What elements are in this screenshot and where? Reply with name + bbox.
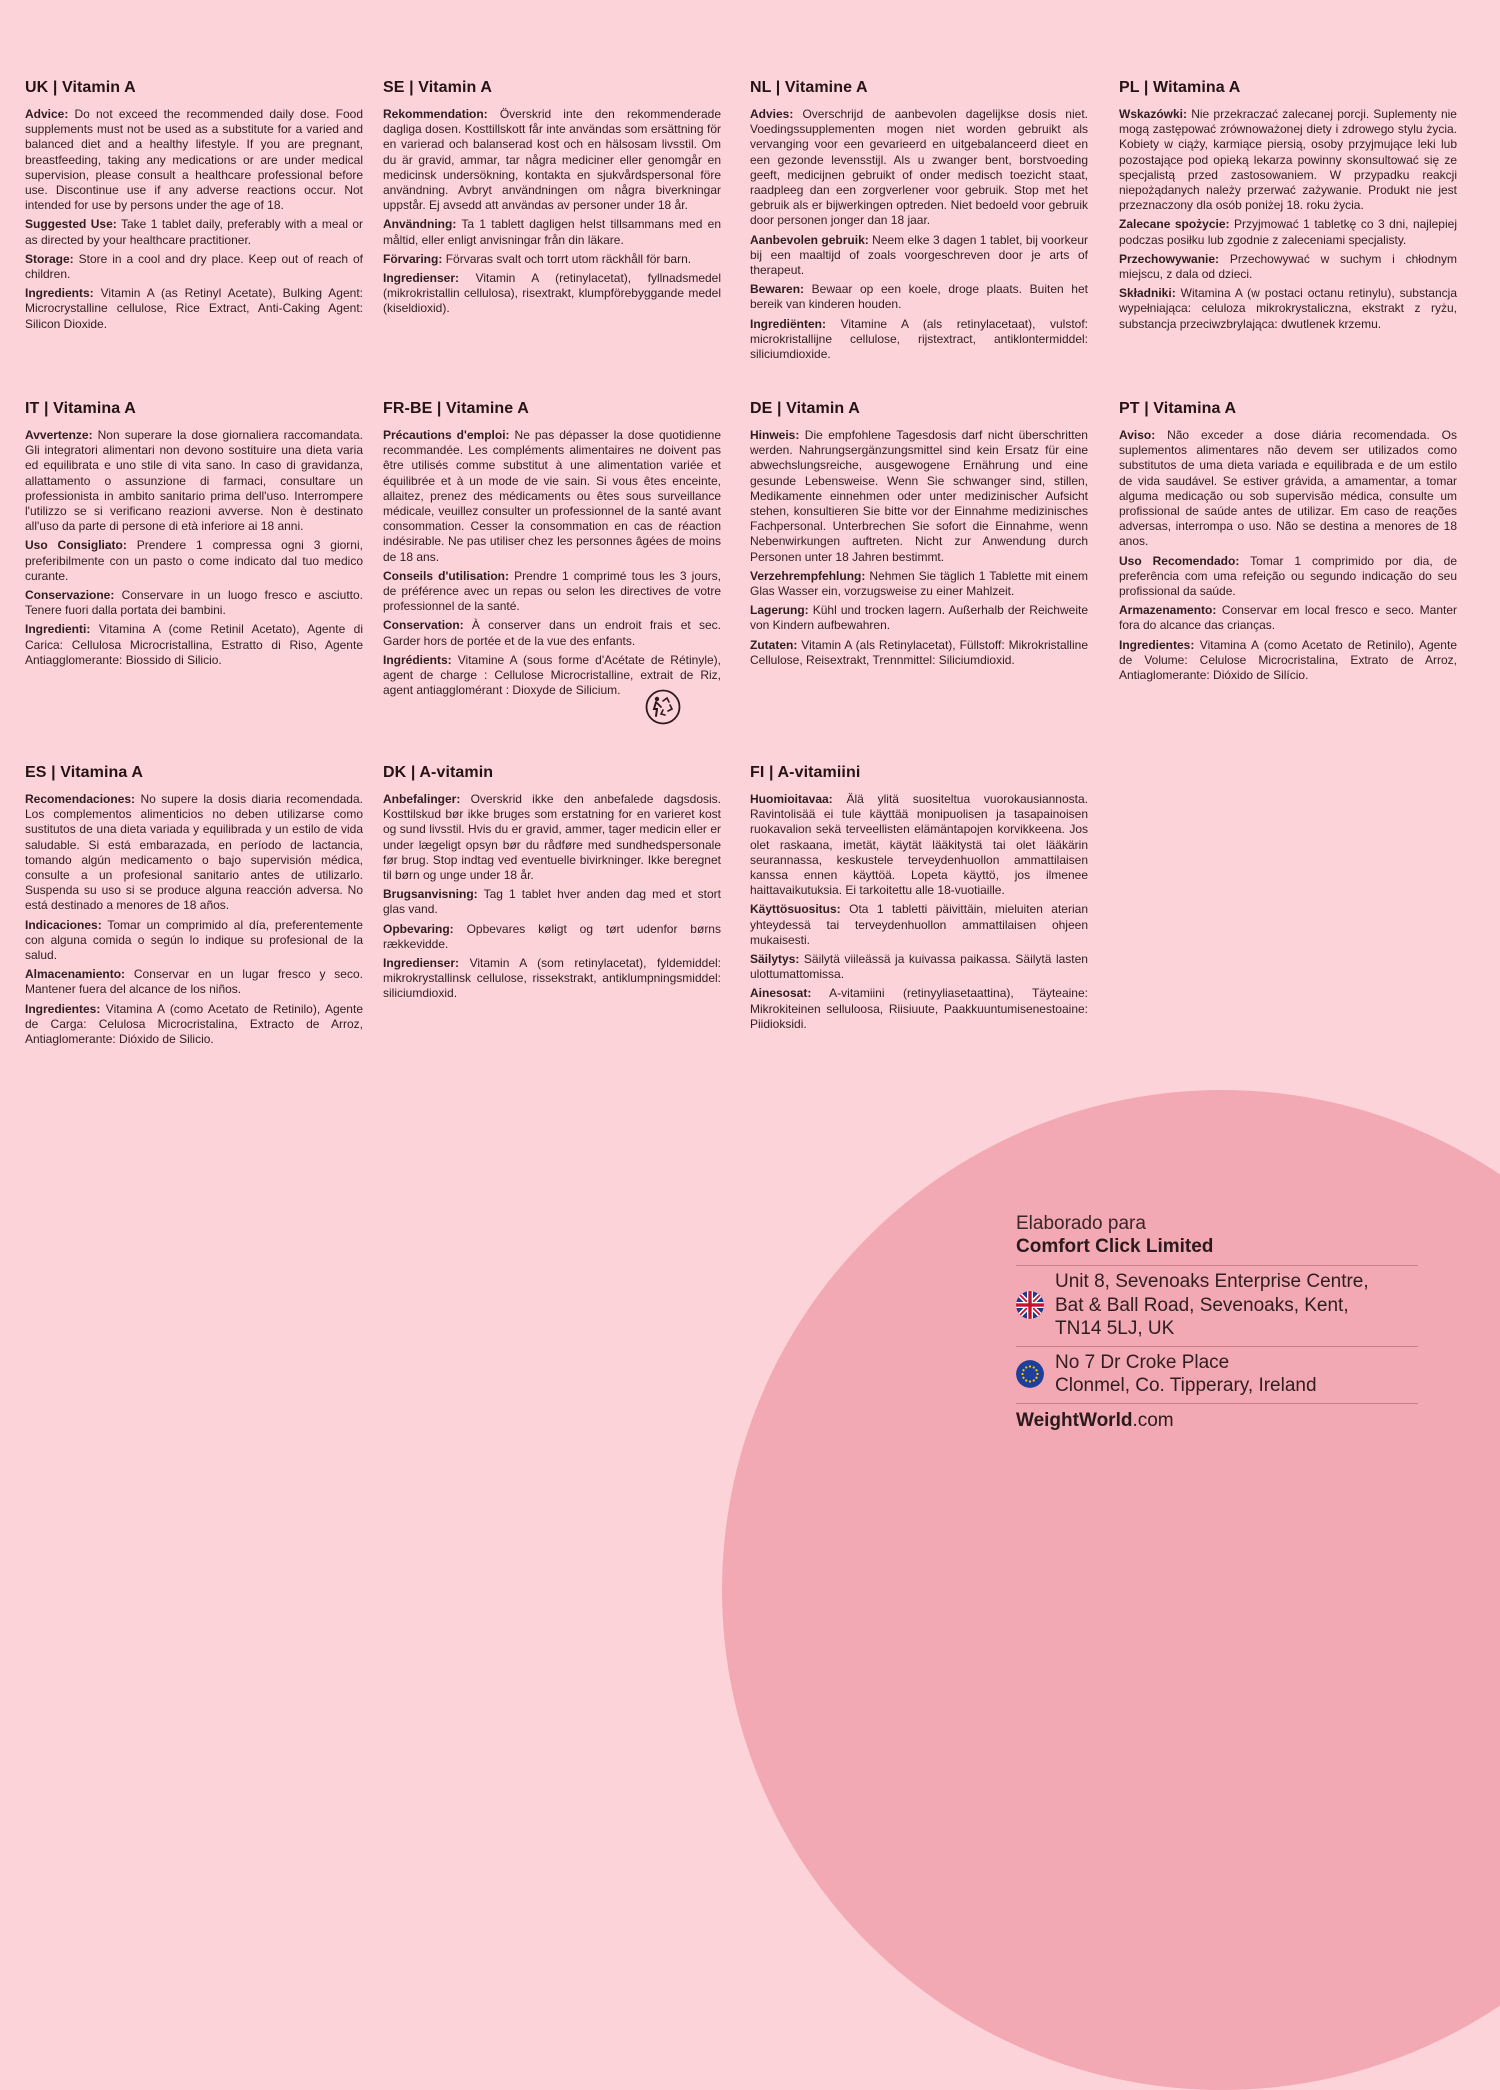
storage-paragraph: Förvaring: Förvaras svalt och torrt utom räckhåll för barn.	[383, 251, 692, 266]
section-nl	[750, 79, 1088, 366]
usage-paragraph: Conseils d'utilisation: Prendre 1 comprimé tous les 3 jours, de préférence avec un repas ou selon les directives de votre professionnel de la santé.	[383, 568, 721, 614]
storage-paragraph: Lagerung: Kühl und trocken lagern. Außerhalb der Reichweite von Kindern aufbewahren.	[750, 603, 1088, 633]
storage-paragraph: Storage: Store in a cool and dry place. Keep out of reach of children.	[25, 251, 363, 282]
storage-paragraph: Almacenamiento: Conservar en un lugar fresco y seco. Mantener fuera del alcance de los niños.	[25, 967, 363, 997]
eu-address-row	[1016, 1346, 1418, 1403]
advice-paragraph: Anbefalinger: Overskrid ikke den anbefalede dagsdosis. Kosttilskud bør ikke bruges som erstatning for en varieret kost og sund livsstil. Hvis du er gravid, ammer, tager medicin eller er under lægeligt opsyn bør du rådføre med sundhedspersonale før brug. Stop indtag ved eventuelle bivirkninger. Ikke beregnet til børn og unge under 18 år.	[383, 792, 722, 883]
section-pt	[1119, 400, 1457, 687]
uk-address: Unit 8, Sevenoaks Enterprise Centre, Bat & Ball Road, Sevenoaks, Kent, TN14 5LJ, UK	[1055, 1271, 1369, 1339]
section-uk	[25, 79, 363, 336]
section-title: NL | Vitamine A	[750, 79, 868, 96]
section-fr-be	[383, 400, 721, 702]
storage-paragraph: Säilytys: Säilytä viileässä ja kuivassa paikassa. Säilytä lasten ulottumattomissa.	[750, 952, 1088, 982]
usage-paragraph: Zalecane spożycie: Przyjmować 1 tabletkę co 3 dni, najlepiej podczas posiłku lub zgodnie z zaleceniami specjalisty.	[1119, 217, 1457, 247]
storage-paragraph: Przechowywanie: Przechowywać w suchym i chłodnym miejscu, z dala od dzieci.	[1119, 251, 1457, 282]
storage-paragraph: Bewaren: Bewaar op een koele, droge plaats. Buiten het bereik van kinderen houden.	[750, 282, 1088, 312]
advice-paragraph: Aviso: Não exceder a dose diária recomendada. Os suplementos alimentares não devem ser utilizados como substitutos de uma dieta variada e equilibrada e de um estilo de vida saudável. Se estiver grávida, a amamentar, a tomar alguma medicação ou sob supervisão médica, consulte um profissional de saúde antes de utilizar. Em caso de reações adversas, interrompa o uso. Não se destina a menores de 18 anos.	[1119, 428, 1457, 549]
section-fi	[750, 764, 1088, 1036]
eu-address: No 7 Dr Croke Place Clonmel, Co. Tipperary, Ireland	[1055, 1351, 1317, 1396]
usage-paragraph: Aanbevolen gebruik: Neem elke 3 dagen 1 tablet, bij voorkeur bij een maaltijd of zoals voorgeschreven door je arts of therapeut.	[750, 232, 1088, 278]
ingredients-paragraph: Ingredienser: Vitamin A (retinylacetat), fyllnadsmedel (mikrokristallin cellulosa), risextrakt, klumpförebyggande medel (kiseldioxid).	[383, 271, 721, 316]
section-title: PT | Vitamina A	[1119, 400, 1237, 417]
section-title: FR-BE | Vitamine A	[383, 400, 529, 417]
ingredients-paragraph: Zutaten: Vitamin A (als Retinylacetat), Füllstoff: Mikrokristalline Cellulose, Reisextrakt, Trennmittel: Siliciumdioxid.	[750, 637, 1088, 667]
manufacturer-info	[1016, 1212, 1418, 1432]
advice-paragraph: Wskazówki: Nie przekraczać zalecanej porcji. Suplementy nie mogą zastępować zrównoważonej diety i zdrowego stylu życia. Kobiety w ciąży, karmiące piersią, osoby przyjmujące leki lub pozostające pod opieką lekarza powinny skonsultować się ze specjalistą przed zastosowaniem. W przypadku reakcji niepożądanych należy przerwać zażywanie. Produkt nie jest przeznaczony dla osób poniżej 18. roku życia.	[1119, 107, 1457, 213]
usage-paragraph: Indicaciones: Tomar un comprimido al día, preferentemente con alguna comida o según lo indique su profesional de la salud.	[25, 917, 363, 963]
section-se	[383, 79, 721, 321]
usage-paragraph: Käyttösuositus: Ota 1 tabletti päivittäin, mieluiten aterian yhteydessä tai terveydenhuollon ammattilaisen ohjeen mukaisesti.	[750, 902, 1088, 947]
ingredients-paragraph: Ingredientes: Vitamina A (como Acetato de Retinilo), Agente de Volume: Celulose Microcristalina, Extrato de Arroz, Antiaglomerante: Dióxido de Silício.	[1119, 637, 1457, 683]
advice-paragraph: Précautions d'emploi: Ne pas dépasser la dose quotidienne recommandée. Les compléments alimentaires ne doivent pas être utilisés comme substitut à une alimentation variée et équilibrée et à un mode de vie sain. Si vous êtes enceinte, allaitez, prenez des médicaments ou êtes sous surveillance médicale, veuillez consulter un professionnel de la santé avant consommation. Cesser la consommation en cas de réaction indésirable. Ne pas utiliser chez les personnes âgées de moins de 18 ans.	[383, 428, 722, 564]
triman-recycling-icon	[645, 689, 681, 725]
usage-paragraph: Verzehrempfehlung: Nehmen Sie täglich 1 Tablette mit einem Glas Wasser ein, vorzugsweise zu einer Mahlzeit.	[750, 568, 1088, 599]
usage-paragraph: Uso Recomendado: Tomar 1 comprimido por dia, de preferência com uma refeição ou segundo indicação do seu profissional da saúde.	[1119, 553, 1458, 599]
section-title: DE | Vitamin A	[750, 400, 860, 417]
section-title: FI | A-vitamiini	[750, 764, 861, 781]
eu-flag-icon	[1016, 1360, 1044, 1388]
company-name: Comfort Click Limited	[1016, 1236, 1214, 1257]
usage-paragraph: Brugsanvisning: Tag 1 tablet hver anden dag med et stort glas vand.	[383, 887, 721, 917]
advice-paragraph: Avvertenze: Non superare la dose giornaliera raccomandata. Gli integratori alimentari non devono sostituire una dieta varia ed equilibrata e uno stile di vita sano. In caso di gravidanza, allattamento o assunzione di farmaci, consultare un professionista in ambito sanitario prima dell'uso. Interrompere l'utilizzo se si verificano reazioni avverse. Non è destinato all'uso da parte di persone di età inferiore ai 18 anni.	[25, 428, 363, 534]
storage-paragraph: Conservazione: Conservare in un luogo fresco e asciutto. Tenere fuori dalla portata dei bambini.	[25, 588, 363, 618]
section-dk	[383, 764, 721, 1006]
advice-paragraph: Advice: Do not exceed the recommended daily dose. Food supplements must not be used as a substitute for a varied and balanced diet and a healthy lifestyle. If you are pregnant, breastfeeding, taking any medications or are under medical supervision, please consult a healthcare professional before use. Discontinue use if any adverse reactions occur. Not intended for use by persons under the age of 18.	[25, 107, 364, 213]
advice-paragraph: Hinweis: Die empfohlene Tagesdosis darf nicht überschritten werden. Nahrungsergänzungsmittel sind kein Ersatz für eine abwechslungsreiche, ausgewogene Ernährung und eine gesunde Lebensweise. Wenn Sie schwanger sind, stillen, Medikamente einnehmen oder unter medizinischer Aufsicht stehen, konsultieren Sie bitte vor der Einnahme medizinisches Fachpersonal. Unterbrechen Sie sofort die Einnahme, wenn Nebenwirkungen auftreten. Nicht zur Anwendung durch Personen unter 18 Jahren bestimmt.	[750, 428, 1088, 564]
ingredients-paragraph: Ingredienti: Vitamina A (come Retinil Acetato), Agente di Carica: Cellulosa Microcristallina, Estratto di Riso, Agente Antiagglomerante: Biossido di Silicio.	[25, 622, 363, 667]
section-de	[750, 400, 1088, 672]
storage-paragraph: Armazenamento: Conservar em local fresco e seco. Manter fora do alcance das crianças.	[1119, 603, 1457, 633]
usage-paragraph: Uso Consigliato: Prendere 1 compressa ogni 3 giorni, preferibilmente con un pasto o come indicato dal tuo medico curante.	[25, 538, 363, 583]
ingredients-paragraph: Ainesosat: A-vitamiini (retinyyliasetaattina), Täyteaine: Mikrokiteinen selluloosa, Riisiuute, Paakkuuntumisenestoaine: Piidioksidi.	[750, 986, 1088, 1031]
ingredients-paragraph: Ingrédients: Vitamine A (sous forme d'Acétate de Rétinyle), agent de charge : Cellulose Microcristalline, extrait de Riz, agent antiagglomérant : Dioxyde de Silicium.	[383, 652, 721, 698]
uk-flag-icon	[1016, 1291, 1044, 1319]
ingredients-paragraph: Ingredientes: Vitamina A (como Acetato de Retinilo), Agente de Carga: Celulosa Microcristalina, Extracto de Arroz, Antiaglomerante: Dióxido de Silicio.	[25, 1001, 363, 1047]
website-link[interactable]: WeightWorld.com	[1016, 1403, 1418, 1432]
advice-paragraph: Advies: Overschrijd de aanbevolen dagelijkse dosis niet. Voedingssupplementen mogen niet worden gebruikt als vervanging voor een gevarieerd en uitgebalanceerd dieet en een gezonde levensstijl. Als u zwanger bent, borstvoeding geeft, medicijnen gebruikt of onder medisch toezicht staat, raadpleeg dan een zorgverlener voor gebruik. Stop met het gebruik als er bijwerkingen optreden. Niet bedoeld voor gebruik door personen jonger dan 18 jaar.	[750, 107, 1088, 228]
usage-paragraph: Användning: Ta 1 tablett dagligen helst tillsammans med en måltid, eller enligt anvisningar från din läkare.	[383, 217, 721, 247]
section-title: DK | A-vitamin	[383, 764, 494, 781]
ingredients-paragraph: Ingredienser: Vitamin A (som retinylacetat), fyldemiddel: mikrokrystallinsk cellulose, rissekstrakt, antiklumpningsmiddel: siliciumdioxid.	[383, 956, 721, 1001]
ingredients-paragraph: Składniki: Witamina A (w postaci octanu retinylu), substancja wypełniająca: celuloza mikrokrystaliczna, ekstrakt z ryżu, substancja przeciwzbrylająca: dwutlenek krzemu.	[1119, 286, 1457, 331]
usage-paragraph: Suggested Use: Take 1 tablet daily, preferably with a meal or as directed by your healthcare practitioner.	[25, 217, 363, 247]
advice-paragraph: Rekommendation: Överskrid inte den rekommenderade dagliga dosen. Kosttillskott får inte användas som ersättning för en varierad och balanserad kost och en hälsosam livsstil. Om du är gravid, ammar, tar några mediciner eller genomgår en medicinsk undersökning, kontakta en sjukvårdspersonal före användning. Avbryt användningen om några biverkningar uppstår. Ej avsedd att användas av personer under 18 år.	[383, 107, 721, 213]
section-pl	[1119, 79, 1457, 336]
section-title: PL | Witamina A	[1119, 79, 1241, 96]
made-for-label: Elaborado para	[1016, 1213, 1146, 1234]
storage-paragraph: Conservation: À conserver dans un endroit frais et sec. Garder hors de portée et de la vue des enfants.	[383, 618, 721, 648]
uk-address-row	[1016, 1265, 1418, 1346]
storage-paragraph: Opbevaring: Opbevares køligt og tørt udenfor børns rækkevidde.	[383, 921, 721, 951]
ingredients-paragraph: Ingredients: Vitamin A (as Retinyl Acetate), Bulking Agent: Microcrystalline cellulose, Rice Extract, Anti-Caking Agent: Silicon Dioxide.	[25, 286, 363, 331]
section-title: ES | Vitamina A	[25, 764, 144, 781]
ingredients-paragraph: Ingrediënten: Vitamine A (als retinylacetaat), vulstof: microkristallijne cellulose, rijstextract, antiklontermiddel: siliciumdioxide.	[750, 316, 1088, 362]
section-title: SE | Vitamin A	[383, 79, 493, 96]
section-it	[25, 400, 363, 672]
advice-paragraph: Recomendaciones: No supere la dosis diaria recomendada. Los complementos alimenticios no deben utilizarse como sustitutos de una dieta variada y equilibrada y un estilo de vida saludable. Si está embarazada, en período de lactancia, tomando algún medicamento o bajo supervisión médica, consulte a un profesional sanitario antes de utilizarlo. Suspenda su uso si se produce alguna reacción adversa. No está destinado a menores de 18 años.	[25, 792, 363, 913]
section-es	[25, 764, 363, 1051]
advice-paragraph: Huomioitavaa: Älä ylitä suositeltua vuorokausiannosta. Ravintolisää ei tule käyttää monipuolisen ja tasapainoisen ruokavalion sekä terveellisten elämäntapojen korvikkeena. Jos olet raskaana, imetät, käytät lääkitystä tai olet lääkärin seurannassa, keskustele terveydenhuollon ammattilaisen kanssa ennen käyttöä. Lopeta käyttö, jos ilmenee haittavaikutuksia. Ei tarkoitettu alle 18-vuotiaille.	[750, 792, 1088, 898]
section-title: IT | Vitamina A	[25, 400, 136, 417]
section-title: UK | Vitamin A	[25, 79, 136, 96]
